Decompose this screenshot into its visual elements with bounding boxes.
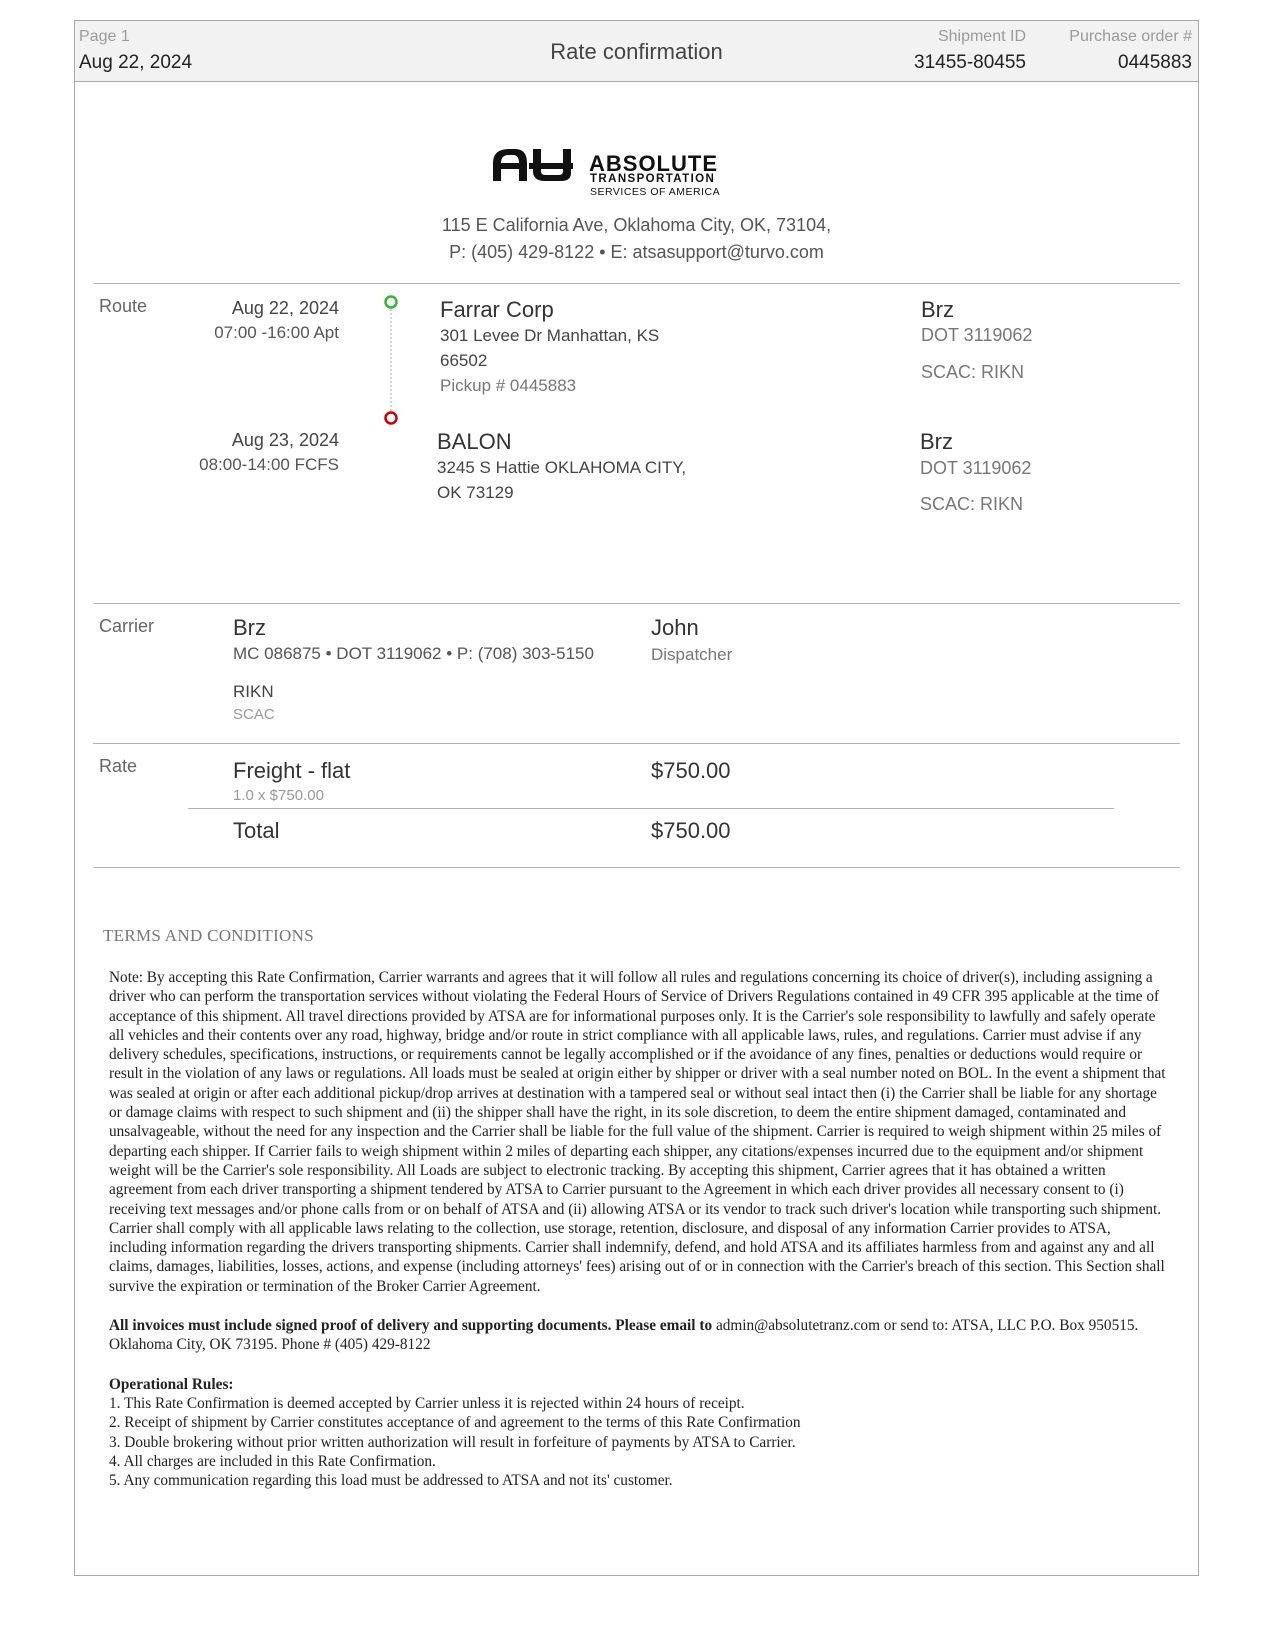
stop-1-reference: Pickup # 0445883 bbox=[440, 376, 577, 395]
invoice-instructions-contact: admin@absolutetranz.com or send to: ATSA, LLC P.O. Box 950515. Oklahoma City, OK 73195. Phone # (405) 429-8122 bbox=[109, 1317, 1139, 1354]
stop-2-address-1: 3245 S Hattie OKLAHOMA CITY, bbox=[437, 458, 687, 477]
document-frame bbox=[74, 20, 1199, 1576]
stop-1-address-1: 301 Levee Dr Manhattan, KS bbox=[440, 326, 660, 345]
invoice-instructions-bold: All invoices must include signed proof of delivery and supporting documents. Please email to bbox=[109, 1317, 713, 1335]
carrier-scac-value: RIKN bbox=[233, 682, 274, 701]
rate-line-item: Freight - flat bbox=[233, 758, 351, 783]
operational-rule: 3. Double brokering without prior written authorization will result in forfeiture of payments by ATSA to Carrier. bbox=[109, 1433, 796, 1451]
company-logo bbox=[489, 141, 789, 196]
operational-rule: 5. Any communication regarding this load must be addressed to ATSA and not its' customer. bbox=[109, 1472, 673, 1490]
carrier-contact-role: Dispatcher bbox=[651, 645, 733, 664]
stop-1-name: Farrar Corp bbox=[440, 297, 554, 322]
delivery-marker-icon bbox=[386, 413, 397, 424]
route-timeline bbox=[381, 293, 401, 433]
divider bbox=[93, 603, 1180, 604]
stop-1-carrier: Brz bbox=[921, 297, 954, 322]
rate-total-label: Total bbox=[233, 818, 280, 843]
stop-1-scac: SCAC: RIKN bbox=[921, 362, 1025, 382]
header-date: Aug 22, 2024 bbox=[79, 52, 193, 73]
stop-2-carrier: Brz bbox=[920, 429, 953, 454]
rate-line-amount: $750.00 bbox=[651, 758, 731, 783]
shipment-id-label: Shipment ID bbox=[937, 28, 1026, 45]
stop-1-dot: DOT 3119062 bbox=[921, 325, 1033, 345]
operational-rule: 2. Receipt of shipment by Carrier constitutes acceptance of and agreement to the terms of this Rate Confirmation bbox=[109, 1414, 801, 1432]
divider bbox=[93, 743, 1180, 744]
stop-1-address-2: 66502 bbox=[440, 351, 488, 370]
rate-total-amount: $750.00 bbox=[651, 818, 731, 843]
invoice-instructions bbox=[109, 1316, 1167, 1355]
stop-2-name: BALON bbox=[437, 429, 512, 454]
operational-rule: 4. All charges are included in this Rate Confirmation. bbox=[109, 1452, 436, 1470]
rate-label: Rate bbox=[99, 756, 138, 776]
logo-text-tagline: SERVICES OF AMERICA bbox=[590, 186, 721, 198]
logo-text-sub: TRANSPORTATION bbox=[590, 173, 716, 185]
company-address: 115 E California Ave, Oklahoma City, OK, 73104, bbox=[441, 215, 832, 235]
logo-text-main: ABSOLUTE bbox=[589, 151, 718, 176]
terms-body bbox=[109, 968, 1167, 1490]
document-header bbox=[75, 21, 1198, 82]
stop-2-scac: SCAC: RIKN bbox=[920, 494, 1024, 514]
operational-rules bbox=[109, 1375, 1167, 1491]
po-label: Purchase order # bbox=[1069, 28, 1192, 45]
shipment-id: 31455-80455 bbox=[914, 52, 1026, 73]
divider bbox=[93, 867, 1180, 868]
stop-2-address-2: OK 73129 bbox=[437, 483, 514, 502]
carrier-label: Carrier bbox=[99, 616, 155, 636]
operational-rule: 1. This Rate Confirmation is deemed accepted by Carrier unless it is rejected within 24 hours of receipt. bbox=[109, 1394, 745, 1412]
operational-rules-heading: Operational Rules: bbox=[109, 1375, 234, 1393]
stop-2-time: 08:00-14:00 FCFS bbox=[199, 455, 339, 474]
carrier-contact-name: John bbox=[651, 615, 699, 640]
carrier-scac-label: SCAC bbox=[233, 706, 275, 723]
page-title: Rate confirmation bbox=[550, 39, 723, 64]
rate-subtotal-divider bbox=[188, 808, 1114, 809]
stop-2-dot: DOT 3119062 bbox=[920, 458, 1032, 478]
terms-heading: TERMS AND CONDITIONS bbox=[103, 926, 314, 945]
stop-2-date: Aug 23, 2024 bbox=[231, 430, 339, 450]
rate-line-detail: 1.0 x $750.00 bbox=[233, 787, 324, 804]
divider bbox=[93, 283, 1180, 284]
stop-1-date: Aug 22, 2024 bbox=[231, 298, 339, 318]
page-label: Page 1 bbox=[79, 28, 130, 45]
company-contact: P: (405) 429-8122 • E: atsasupport@turvo.com bbox=[449, 242, 824, 262]
stop-1-time: 07:00 -16:00 Apt bbox=[214, 323, 339, 342]
route-label: Route bbox=[99, 296, 148, 316]
carrier-name: Brz bbox=[233, 615, 266, 640]
carrier-details: MC 086875 • DOT 3119062 • P: (708) 303-5150 bbox=[233, 644, 594, 663]
pickup-marker-icon bbox=[386, 297, 397, 308]
terms-note: Note: By accepting this Rate Confirmation, Carrier warrants and agrees that it will follow all rules and regulations concerning its choice of driver(s), including assigning a driver who can perform the transportation services without violating the Federal Hours of Service of Drivers Regulations contained in 49 CFR 395 applicable at the time of acceptance of this shipment. All travel directions provided by ATSA are for informational purposes only. It is the Carrier's sole responsibility to lawfully and safely operate all vehicles and their contents over any road, highway, bridge and/or route in strict compliance with all applicable laws, rules, and regulations. Carrier must advise if any delivery schedules, specifications, instructions, or requirements cannot be legally accomplished or if the avoidance of any fines, penalties or deductions would require or result in the violation of any laws or regulations. All loads must be sealed at origin either by shipper or driver with a seal number noted on BOL. In the event a shipment that was sealed at origin or after each additional pickup/drop arrives at destination with a tampered seal or without seal intact then (i) the Carrier shall be liable for any shortage or damage claims with respect to such shipment and (ii) the shipper shall have the right, in its sole discretion, to deem the entire shipment damaged, contaminated and unsalvageable, without the need for any inspection and the Carrier shall be liable for the full value of the shipment. Carrier is required to weigh shipment within 25 miles of departing each shipper. If Carrier fails to weigh shipment within 2 miles of departing each shipper, any citations/expenses incurred due to the equipment and/or shipment weight will be the Carrier's sole responsibility. All Loads are subject to electronic tracking. By accepting this shipment, Carrier agrees that it has obtained a written agreement from each driver transporting a shipment tendered by ATSA to Carrier pursuant to the Agreement in which each driver provides all necessary consent to (i) receiving text messages and/or phone calls from or on behalf of ATSA and (ii) allowing ATSA or its vendor to track such driver's location while transporting such shipment. Carrier shall comply with all applicable laws relating to the collection, use storage, retention, disclosure, and disposal of any information Carrier provides to ATSA, including information regarding the drivers transporting shipments. Carrier shall indemnify, defend, and hold ATSA and its affiliates harmless from and against any and all claims, damages, liabilities, losses, actions, and expense (including attorneys' fees) arising out of or in connection with the Carrier's breach of this section. This Section shall survive the expiration or termination of the Broker Carrier Agreement. bbox=[109, 969, 1166, 1295]
po-number: 0445883 bbox=[1118, 52, 1192, 73]
